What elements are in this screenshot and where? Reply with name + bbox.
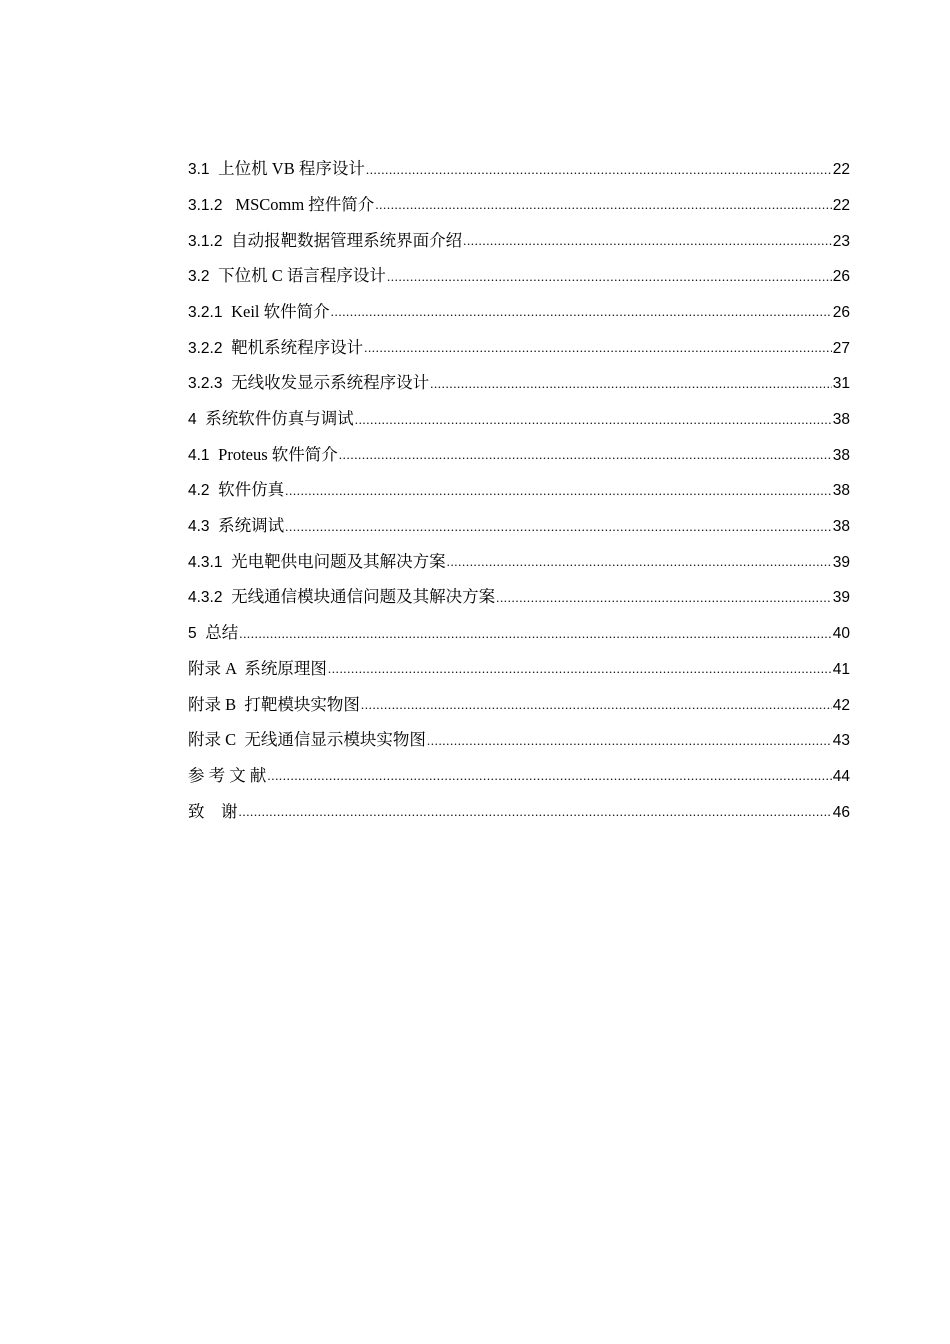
- toc-entry-number: 3.2: [188, 268, 219, 286]
- toc-entry-title: 附录 B 打靶模块实物图: [188, 694, 360, 714]
- toc-entry-page: 22: [832, 161, 850, 179]
- toc-entry[interactable]: [188, 570, 850, 606]
- toc-dot-leader: [496, 591, 832, 604]
- toc-entry[interactable]: [188, 249, 850, 285]
- toc-entry-page: 26: [832, 268, 850, 286]
- toc-entry-number: 4.3.1: [188, 553, 232, 571]
- toc-entry-number: 5: [188, 625, 206, 643]
- toc-entry-number: 4.3.2: [188, 589, 232, 607]
- toc-entry-page: 38: [832, 446, 850, 464]
- toc-dot-leader: [285, 520, 832, 533]
- toc-dot-leader: [430, 377, 832, 390]
- toc-entry-title: 靶机系统程序设计: [231, 337, 364, 357]
- toc-entry-page: 41: [832, 660, 850, 678]
- toc-dot-leader: [267, 769, 831, 782]
- toc-entry-page: 46: [832, 803, 850, 821]
- toc-entry[interactable]: [188, 784, 850, 820]
- toc-entry-title: 系统调试: [218, 516, 285, 536]
- toc-entry-title: 无线通信模块通信问题及其解决方案: [231, 587, 496, 607]
- toc-entry-title: Proteus 软件简介: [218, 444, 338, 464]
- toc-dot-leader: [361, 698, 832, 711]
- toc-entry[interactable]: [188, 642, 850, 678]
- toc-entry-page: 23: [832, 232, 850, 250]
- toc-entry[interactable]: [188, 356, 850, 392]
- toc-entry-page: 31: [832, 375, 850, 393]
- toc-dot-leader: [427, 734, 832, 747]
- toc-entry-number: 3.1.2: [188, 196, 236, 214]
- toc-entry-number: 4.1: [188, 446, 219, 464]
- toc-entry-title: 附录 C 无线通信显示模块实物图: [188, 730, 426, 750]
- toc-entry[interactable]: [188, 606, 850, 642]
- toc-entry-title: 参 考 文 献: [188, 765, 267, 785]
- toc-entry-title: 下位机 C 语言程序设计: [218, 266, 386, 286]
- toc-entry[interactable]: [188, 677, 850, 713]
- toc-dot-leader: [328, 662, 832, 675]
- toc-dot-leader: [387, 270, 832, 283]
- toc-dot-leader: [355, 413, 832, 426]
- toc-entry-number: 3.1.2: [188, 232, 232, 250]
- toc-entry-title: 软件仿真: [218, 480, 285, 500]
- toc-dot-leader: [239, 805, 832, 818]
- toc-dot-leader: [364, 341, 832, 354]
- toc-entry-title: 无线收发显示系统程序设计: [231, 373, 430, 393]
- toc-entry-number: 3.2.3: [188, 375, 232, 393]
- toc-entry-page: 39: [832, 589, 850, 607]
- toc-entry-title: 总结: [205, 623, 239, 643]
- table-of-contents: [188, 142, 850, 820]
- toc-entry-page: 43: [832, 732, 850, 750]
- toc-entry-page: 22: [832, 196, 850, 214]
- toc-entry-page: 39: [832, 553, 850, 571]
- toc-entry-title: 上位机 VB 程序设计: [218, 159, 365, 179]
- toc-entry-page: 27: [832, 339, 850, 357]
- toc-entry[interactable]: [188, 535, 850, 571]
- toc-dot-leader: [375, 198, 831, 211]
- toc-entry-page: 26: [832, 303, 850, 321]
- toc-entry[interactable]: [188, 392, 850, 428]
- toc-entry-title: MSComm 控件简介: [235, 194, 375, 214]
- toc-entry[interactable]: [188, 142, 850, 178]
- toc-entry-page: 42: [832, 696, 850, 714]
- toc-entry-number: 3.1: [188, 161, 219, 179]
- toc-entry[interactable]: [188, 499, 850, 535]
- toc-entry-page: 44: [832, 767, 850, 785]
- toc-dot-leader: [239, 627, 832, 640]
- toc-entry-title: 系统软件仿真与调试: [205, 409, 354, 428]
- toc-entry-number: 3.2.2: [188, 339, 232, 357]
- toc-entry[interactable]: [188, 320, 850, 356]
- toc-entry-title: Keil 软件简介: [231, 301, 330, 321]
- toc-entry-page: 38: [832, 482, 850, 500]
- toc-entry-number: 4.2: [188, 482, 219, 500]
- toc-entry[interactable]: [188, 428, 850, 464]
- toc-entry[interactable]: [188, 713, 850, 749]
- toc-entry-number: 4: [188, 411, 206, 428]
- toc-entry-page: 38: [832, 518, 850, 536]
- toc-entry[interactable]: [188, 749, 850, 785]
- toc-dot-leader: [366, 163, 832, 176]
- toc-entry[interactable]: [188, 463, 850, 499]
- toc-dot-leader: [463, 234, 832, 247]
- toc-entry-page: 38: [832, 411, 850, 428]
- toc-entry-number: 4.3: [188, 518, 219, 536]
- toc-dot-leader: [285, 484, 832, 497]
- toc-entry-number: 3.2.1: [188, 303, 232, 321]
- toc-entry-title: 致 谢: [188, 801, 238, 821]
- toc-entry-title: 自动报靶数据管理系统界面介绍: [231, 230, 463, 250]
- toc-dot-leader: [339, 448, 832, 461]
- toc-entry-title: 光电靶供电问题及其解决方案: [231, 551, 446, 571]
- toc-entry-page: 40: [832, 625, 850, 643]
- toc-entry[interactable]: [188, 213, 850, 249]
- toc-entry-title: 附录 A 系统原理图: [188, 658, 327, 678]
- toc-dot-leader: [331, 305, 832, 318]
- toc-entry[interactable]: [188, 178, 850, 214]
- toc-dot-leader: [447, 555, 832, 568]
- toc-entry[interactable]: [188, 285, 850, 321]
